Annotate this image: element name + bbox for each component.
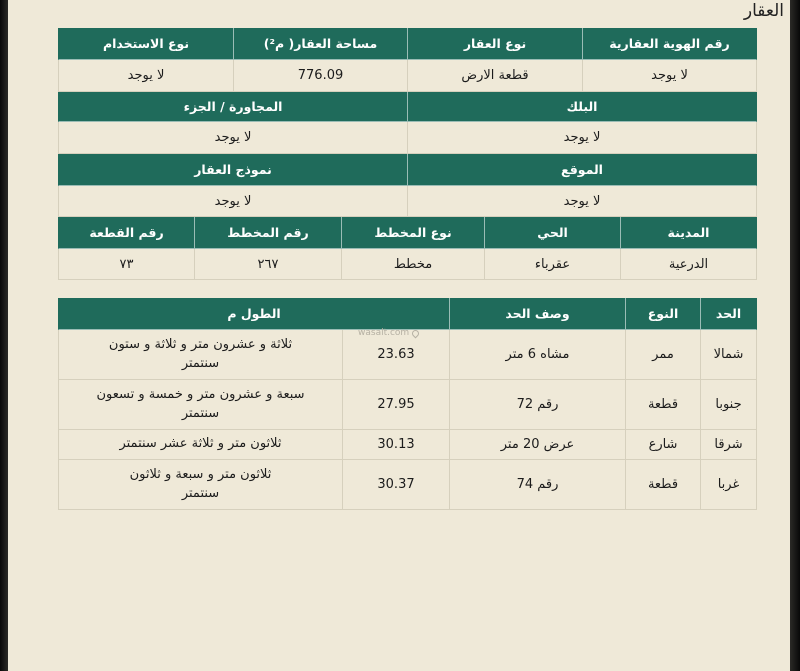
- boundary-side: شرقا: [700, 430, 757, 460]
- boundary-length: 23.63: [342, 330, 449, 380]
- boundary-length-text: ثلاثون متر و ثلاثة عشر سنتمتر: [58, 430, 342, 460]
- header-property-model: نموذج العقار: [58, 154, 407, 186]
- value-block: لا يوجد: [407, 122, 757, 154]
- boundary-side: شمالا: [700, 330, 757, 380]
- value-property-model: لا يوجد: [58, 186, 407, 217]
- boundary-description: رقم 74: [449, 460, 625, 510]
- header-boundary-length: الطول م: [58, 298, 449, 330]
- header-plan-type: نوع المخطط: [341, 217, 484, 249]
- boundaries-header-row: [58, 298, 757, 330]
- boundary-type: قطعة: [625, 460, 700, 510]
- boundary-length: 27.95: [342, 380, 449, 430]
- boundary-row-east: [58, 430, 757, 460]
- property-value-row-2: [58, 122, 757, 154]
- boundary-side: جنوبا: [700, 380, 757, 430]
- value-city: الدرعية: [620, 249, 757, 280]
- watermark: [358, 328, 419, 338]
- header-neighbor-part: المجاورة / الجزء: [58, 92, 407, 122]
- header-boundary-description: وصف الحد: [449, 298, 625, 330]
- header-location: الموقع: [407, 154, 757, 186]
- watermark-text: wasalt.com: [358, 328, 410, 338]
- header-boundary: الحد: [700, 298, 757, 330]
- boundary-length-text: ثلاثون متر و سبعة و ثلاثون سنتمتر: [58, 460, 342, 510]
- property-header-row-2: [58, 92, 757, 122]
- header-property-id: رقم الهوية العقارية: [582, 28, 757, 60]
- section-title: العقار: [743, 1, 784, 21]
- value-plot-number: ٧٣: [58, 249, 194, 280]
- value-neighbor-part: لا يوجد: [58, 122, 407, 154]
- value-district: عقرباء: [484, 249, 620, 280]
- boundary-length-text: ثلاثة و عشرون متر و ثلاثة و ستون سنتمتر: [58, 330, 342, 380]
- boundary-row-south: [58, 380, 757, 430]
- boundary-length: 30.13: [342, 430, 449, 460]
- header-property-type: نوع العقار: [407, 28, 582, 60]
- left-screen-edge: [0, 0, 8, 671]
- header-plot-number: رقم القطعة: [58, 217, 194, 249]
- boundary-description: رقم 72: [449, 380, 625, 430]
- boundary-type: ممر: [625, 330, 700, 380]
- value-property-id: لا يوجد: [582, 60, 757, 92]
- boundary-type: شارع: [625, 430, 700, 460]
- boundary-row-west: [58, 460, 757, 510]
- value-location: لا يوجد: [407, 186, 757, 217]
- property-header-row-3: [58, 154, 757, 186]
- boundary-length-text: سبعة و عشرون متر و خمسة و تسعون سنتمتر: [58, 380, 342, 430]
- property-header-row-1: [58, 28, 757, 60]
- boundary-type: قطعة: [625, 380, 700, 430]
- header-city: المدينة: [620, 217, 757, 249]
- property-header-row-4: [58, 217, 757, 249]
- boundary-length: 30.37: [342, 460, 449, 510]
- header-district: الحي: [484, 217, 620, 249]
- boundary-description: عرض 20 متر: [449, 430, 625, 460]
- right-screen-edge: [790, 0, 800, 671]
- header-property-area: مساحة العقار( م²): [233, 28, 407, 60]
- header-block: البلك: [407, 92, 757, 122]
- property-value-row-3: [58, 186, 757, 217]
- header-usage-type: نوع الاستخدام: [58, 28, 233, 60]
- property-value-row-4: [58, 249, 757, 280]
- property-table: [58, 28, 757, 280]
- header-plan-number: رقم المخطط: [194, 217, 341, 249]
- header-boundary-type: النوع: [625, 298, 700, 330]
- boundary-side: غربا: [700, 460, 757, 510]
- value-usage-type: لا يوجد: [58, 60, 233, 92]
- property-value-row-1: [58, 60, 757, 92]
- location-pin-icon: [411, 328, 421, 338]
- value-property-type: قطعة الارض: [407, 60, 582, 92]
- value-plan-number: ٢٦٧: [194, 249, 341, 280]
- boundary-description: مشاه 6 متر: [449, 330, 625, 380]
- value-plan-type: مخطط: [341, 249, 484, 280]
- value-property-area: 776.09: [233, 60, 407, 92]
